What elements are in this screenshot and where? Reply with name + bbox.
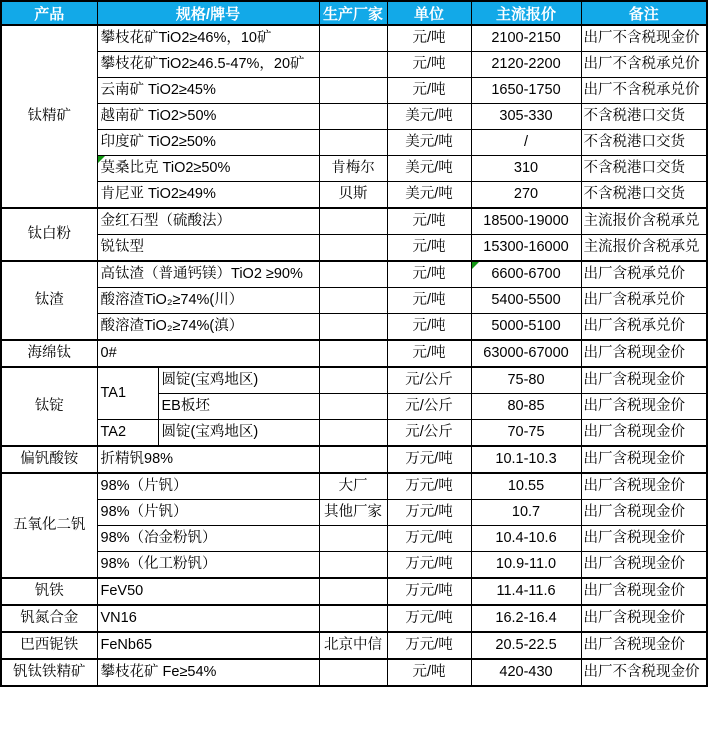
column-header-unit: 单位 — [387, 1, 471, 25]
table-row — [1, 156, 707, 182]
cell-price: 63000-67000 — [471, 340, 581, 367]
cell-price: 18500-19000 — [471, 208, 581, 235]
cell-note: 出厂含税现金价 — [581, 578, 707, 605]
table-row — [1, 446, 707, 473]
table-row — [1, 578, 707, 605]
cell-unit: 元/吨 — [387, 340, 471, 367]
cell-price: 10.7 — [471, 500, 581, 526]
column-header-spec: 规格/牌号 — [97, 1, 319, 25]
cell-unit: 元/吨 — [387, 261, 471, 288]
cell-note: 出厂不含税承兑价 — [581, 78, 707, 104]
cell-unit: 万元/吨 — [387, 526, 471, 552]
cell-unit: 万元/吨 — [387, 552, 471, 579]
cell-spec: VN16 — [97, 605, 319, 632]
table-row — [1, 130, 707, 156]
cell-price: 420-430 — [471, 659, 581, 686]
cell-note: 出厂不含税现金价 — [581, 25, 707, 52]
cell-product: 钒钛铁精矿 — [1, 659, 97, 686]
cell-price: 5000-5100 — [471, 314, 581, 341]
cell-spec: 高钛渣（普通钙镁）TiO2 ≥90% — [97, 261, 319, 288]
cell-grade: TA1 — [97, 367, 158, 420]
cell-note: 主流报价含税承兑 — [581, 235, 707, 262]
table-row — [1, 552, 707, 579]
cell-spec: 98%（片钒） — [97, 473, 319, 500]
cell-price: 1650-1750 — [471, 78, 581, 104]
cell-price: 16.2-16.4 — [471, 605, 581, 632]
cell-unit: 元/吨 — [387, 288, 471, 314]
column-header-note: 备注 — [581, 1, 707, 25]
cell-note: 出厂含税现金价 — [581, 473, 707, 500]
cell-note: 出厂含税现金价 — [581, 552, 707, 579]
cell-spec: 0# — [97, 340, 319, 367]
cell-product: 巴西铌铁 — [1, 632, 97, 659]
cell-spec: FeV50 — [97, 578, 319, 605]
cell-note: 出厂含税现金价 — [581, 632, 707, 659]
table-row — [1, 659, 707, 686]
cell-note: 出厂含税现金价 — [581, 394, 707, 420]
table-row — [1, 261, 707, 288]
cell-spec: 肯尼亚 TiO2≥49% — [97, 182, 319, 209]
cell-price: 70-75 — [471, 420, 581, 447]
cell-unit: 万元/吨 — [387, 578, 471, 605]
table-row — [1, 420, 707, 447]
cell-unit: 元/公斤 — [387, 367, 471, 394]
cell-product: 钛锭 — [1, 367, 97, 446]
table-row — [1, 314, 707, 341]
cell-maker — [319, 446, 387, 473]
cell-unit: 万元/吨 — [387, 473, 471, 500]
table-row — [1, 25, 707, 52]
cell-spec: 云南矿 TiO2≥45% — [97, 78, 319, 104]
table-row — [1, 632, 707, 659]
table-row — [1, 500, 707, 526]
cell-price: 10.9-11.0 — [471, 552, 581, 579]
cell-grade: TA2 — [97, 420, 158, 447]
cell-unit: 万元/吨 — [387, 605, 471, 632]
cell-product: 偏钒酸铵 — [1, 446, 97, 473]
column-header-price: 主流报价 — [471, 1, 581, 25]
cell-note: 出厂含税现金价 — [581, 340, 707, 367]
table-row — [1, 473, 707, 500]
cell-spec: 98%（冶金粉钒） — [97, 526, 319, 552]
cell-spec: FeNb65 — [97, 632, 319, 659]
cell-maker — [319, 25, 387, 52]
cell-unit: 万元/吨 — [387, 500, 471, 526]
table-row — [1, 340, 707, 367]
cell-unit: 美元/吨 — [387, 182, 471, 209]
table-row — [1, 288, 707, 314]
cell-unit: 美元/吨 — [387, 130, 471, 156]
table-row — [1, 104, 707, 130]
cell-maker: 其他厂家 — [319, 500, 387, 526]
cell-maker — [319, 130, 387, 156]
cell-spec: 98%（化工粉钒） — [97, 552, 319, 579]
cell-spec: 折精钒98% — [97, 446, 319, 473]
cell-spec: EB板坯 — [158, 394, 319, 420]
cell-note: 出厂含税现金价 — [581, 420, 707, 447]
header-row — [1, 1, 707, 25]
cell-note: 主流报价含税承兑 — [581, 208, 707, 235]
cell-maker — [319, 605, 387, 632]
table-row — [1, 78, 707, 104]
cell-maker: 贝斯 — [319, 182, 387, 209]
cell-maker — [319, 314, 387, 341]
cell-price: 10.4-10.6 — [471, 526, 581, 552]
table-row — [1, 52, 707, 78]
cell-product: 钛渣 — [1, 261, 97, 340]
cell-product: 钒铁 — [1, 578, 97, 605]
cell-note: 不含税港口交货 — [581, 156, 707, 182]
cell-maker — [319, 104, 387, 130]
cell-maker — [319, 208, 387, 235]
cell-maker — [319, 52, 387, 78]
column-header-maker: 生产厂家 — [319, 1, 387, 25]
cell-maker — [319, 235, 387, 262]
cell-price: 10.1-10.3 — [471, 446, 581, 473]
cell-note: 出厂含税承兑价 — [581, 314, 707, 341]
cell-price: 15300-16000 — [471, 235, 581, 262]
cell-unit: 元/吨 — [387, 314, 471, 341]
cell-note: 不含税港口交货 — [581, 182, 707, 209]
cell-price: 10.55 — [471, 473, 581, 500]
cell-note: 出厂含税现金价 — [581, 605, 707, 632]
cell-spec: 攀枝花矿 Fe≥54% — [97, 659, 319, 686]
cell-spec: 攀枝花矿TiO2≥46%，10矿 — [97, 25, 319, 52]
cell-price: 2100-2150 — [471, 25, 581, 52]
cell-spec: 98%（片钒） — [97, 500, 319, 526]
cell-price: 6600-6700 — [471, 261, 581, 288]
cell-maker — [319, 78, 387, 104]
cell-price: 270 — [471, 182, 581, 209]
cell-price: 5400-5500 — [471, 288, 581, 314]
cell-maker — [319, 659, 387, 686]
cell-unit: 元/吨 — [387, 208, 471, 235]
cell-note: 出厂不含税现金价 — [581, 659, 707, 686]
cell-unit: 万元/吨 — [387, 446, 471, 473]
table-row — [1, 526, 707, 552]
cell-price: 20.5-22.5 — [471, 632, 581, 659]
cell-spec: 锐钛型 — [97, 235, 319, 262]
cell-product: 钒氮合金 — [1, 605, 97, 632]
cell-product: 海绵钛 — [1, 340, 97, 367]
cell-price: 75-80 — [471, 367, 581, 394]
cell-product: 钛精矿 — [1, 25, 97, 208]
cell-maker — [319, 420, 387, 447]
cell-price: 11.4-11.6 — [471, 578, 581, 605]
cell-spec: 酸溶渣TiO₂≥74%(滇） — [97, 314, 319, 341]
cell-unit: 元/吨 — [387, 659, 471, 686]
cell-note: 出厂不含税承兑价 — [581, 52, 707, 78]
cell-note: 出厂含税承兑价 — [581, 261, 707, 288]
cell-note: 不含税港口交货 — [581, 104, 707, 130]
cell-maker — [319, 578, 387, 605]
cell-maker — [319, 367, 387, 394]
cell-note: 出厂含税现金价 — [581, 367, 707, 394]
cell-spec: 攀枝花矿TiO2≥46.5-47%，20矿 — [97, 52, 319, 78]
cell-maker — [319, 261, 387, 288]
cell-note: 出厂含税现金价 — [581, 446, 707, 473]
table-body — [1, 25, 707, 686]
cell-maker — [319, 526, 387, 552]
table-row — [1, 182, 707, 209]
cell-spec: 越南矿 TiO2>50% — [97, 104, 319, 130]
table-row — [1, 605, 707, 632]
cell-note: 不含税港口交货 — [581, 130, 707, 156]
cell-price: 310 — [471, 156, 581, 182]
cell-note: 出厂含税现金价 — [581, 526, 707, 552]
cell-maker — [319, 340, 387, 367]
cell-maker: 北京中信 — [319, 632, 387, 659]
cell-price: 305-330 — [471, 104, 581, 130]
table-row — [1, 235, 707, 262]
cell-price: 2120-2200 — [471, 52, 581, 78]
cell-price: 80-85 — [471, 394, 581, 420]
cell-spec: 印度矿 TiO2≥50% — [97, 130, 319, 156]
cell-unit: 元/公斤 — [387, 420, 471, 447]
cell-note: 出厂含税承兑价 — [581, 288, 707, 314]
cell-spec: 圆锭(宝鸡地区) — [158, 420, 319, 447]
cell-price: / — [471, 130, 581, 156]
cell-spec: 酸溶渣TiO₂≥74%(川） — [97, 288, 319, 314]
cell-maker: 肯梅尔 — [319, 156, 387, 182]
cell-unit: 美元/吨 — [387, 156, 471, 182]
cell-spec: 莫桑比克 TiO2≥50% — [97, 156, 319, 182]
cell-note: 出厂含税现金价 — [581, 500, 707, 526]
cell-unit: 元/吨 — [387, 52, 471, 78]
cell-maker — [319, 288, 387, 314]
cell-unit: 元/吨 — [387, 235, 471, 262]
cell-unit: 元/吨 — [387, 78, 471, 104]
cell-unit: 元/吨 — [387, 25, 471, 52]
cell-maker — [319, 394, 387, 420]
cell-unit: 美元/吨 — [387, 104, 471, 130]
table-row — [1, 367, 707, 394]
cell-unit: 万元/吨 — [387, 632, 471, 659]
cell-maker: 大厂 — [319, 473, 387, 500]
cell-unit: 元/公斤 — [387, 394, 471, 420]
cell-maker — [319, 552, 387, 579]
cell-spec: 圆锭(宝鸡地区) — [158, 367, 319, 394]
table-row — [1, 208, 707, 235]
column-header-product: 产品 — [1, 1, 97, 25]
cell-product: 钛白粉 — [1, 208, 97, 261]
cell-product: 五氧化二钒 — [1, 473, 97, 578]
cell-spec: 金红石型（硫酸法） — [97, 208, 319, 235]
